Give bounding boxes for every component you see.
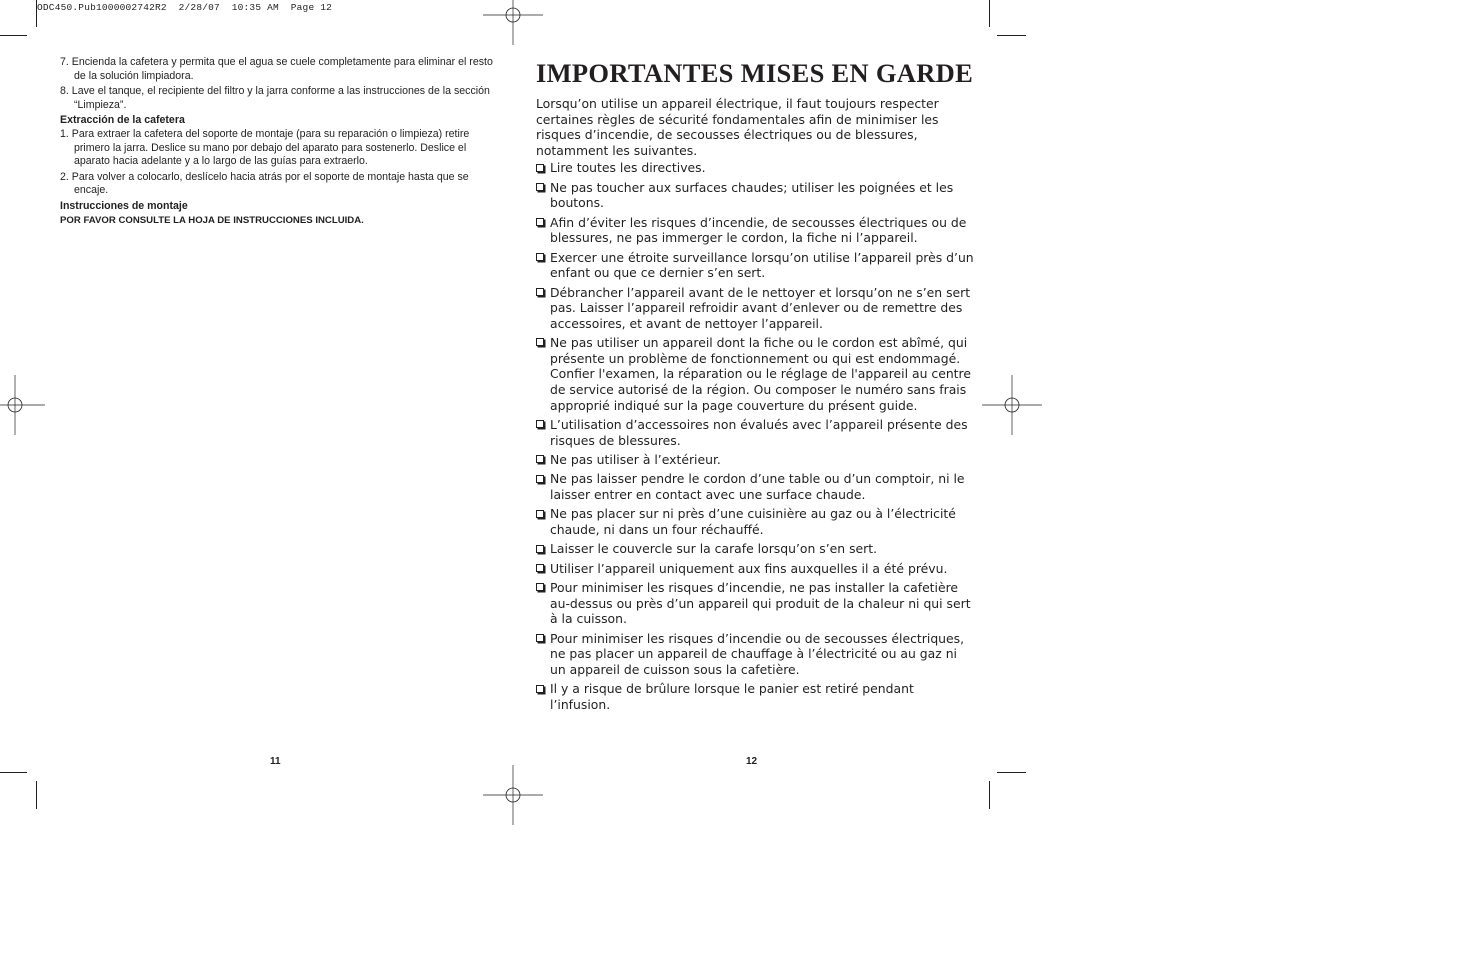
safeguard-item	[536, 631, 976, 678]
registration-mark-icon	[483, 765, 543, 825]
safeguard-item	[536, 160, 976, 176]
intro-paragraph: Lorsqu’on utilise un appareil électrique, il faut toujours respecter certaines règles de sécurité fondamentales afin de minimiser les risques d’incendie, de secousses électriques ou de blessures, notamment les suivantes.	[536, 96, 939, 158]
checkbox-icon	[536, 634, 544, 642]
checkbox-icon	[536, 510, 544, 518]
safeguard-text: Afin d’éviter les risques d’incendie, de secousses électriques ou de blessures, ne pas immerger le cordon, la fiche ni l’appareil.	[550, 214, 967, 246]
crop-mark	[0, 772, 27, 773]
safeguard-item	[536, 452, 976, 468]
numbered-step: 2. Para volver a colocarlo, deslícelo hacia atrás por el soporte de montaje hasta que se encaje.	[60, 170, 469, 197]
crop-mark	[997, 35, 1026, 36]
safeguard-text: Laisser le couvercle sur la carafe lorsqu’on s’en sert.	[550, 541, 878, 557]
safeguard-item	[536, 335, 976, 413]
section-heading-extraction: Extracción de la cafetera	[60, 114, 185, 127]
checkbox-icon	[536, 164, 544, 172]
safeguard-text: Débrancher l’appareil avant de le nettoyer et lorsqu’on ne s’en sert pas. Laisser l’appareil refroidir avant d’enlever ou de remettre des accessoires, et avant de nettoyer l’appareil.	[550, 284, 971, 331]
safeguard-item	[536, 506, 976, 537]
safeguard-text: Ne pas utiliser un appareil dont la fiche ou le cordon est abîmé, qui présente un problème de fonctionnement ou qui est endommagé. Confier l'examen, la réparation ou le réglage de l'appareil au centre de service autorisé de la région. Ou composer le numéro sans frais approprié indiqué sur la page couverture du présent guide.	[550, 335, 971, 413]
section-heading-install: Instrucciones de montaje	[60, 199, 188, 212]
safeguard-item	[536, 215, 976, 246]
page-title: IMPORTANTES MISES EN GARDE	[536, 58, 974, 88]
checkbox-icon	[536, 583, 544, 591]
page-11-content	[60, 56, 500, 227]
crop-mark	[989, 0, 990, 27]
safeguard-item	[536, 471, 976, 502]
checkbox-icon	[536, 475, 544, 483]
crop-mark	[36, 781, 37, 809]
safeguard-item	[536, 580, 976, 627]
safeguard-text: Ne pas toucher aux surfaces chaudes; utiliser les poignées et les boutons.	[550, 179, 954, 211]
registration-mark-icon	[483, 0, 543, 45]
crop-mark	[997, 772, 1026, 773]
safeguards-list	[536, 160, 976, 712]
checkbox-icon	[536, 685, 544, 693]
crop-mark	[989, 781, 990, 809]
safeguard-item	[536, 180, 976, 211]
numbered-step: 1. Para extraer la cafetera del soporte de montaje (para su reparación o limpieza) retire primero la jarra. Deslice su mano por debajo del aparato para sostenerlo. Deslice el aparato hacia adelante y a lo largo de las guías para extraerlo.	[60, 127, 470, 168]
install-note: POR FAVOR CONSULTE LA HOJA DE INSTRUCCIONES INCLUIDA.	[60, 214, 364, 226]
checkbox-icon	[536, 288, 544, 296]
crop-mark	[36, 0, 37, 27]
safeguard-text: Pour minimiser les risques d’incendie ou de secousses électriques, ne pas placer un appareil de chauffage à l’électricité ou au gaz ni un appareil de cuisson sous la cafetière.	[550, 630, 965, 677]
checkbox-icon	[536, 338, 544, 346]
safeguard-item	[536, 417, 976, 448]
registration-mark-icon	[0, 375, 45, 435]
safeguard-text: Ne pas placer sur ni près d’une cuisinière au gaz ou à l’électricité chaude, ni dans un four réchauffé.	[550, 506, 956, 538]
registration-mark-icon	[982, 375, 1042, 435]
safeguard-text: Ne pas laisser pendre le cordon d’une table ou d’un comptoir, ni le laisser entrer en contact avec une surface chaude.	[550, 471, 965, 503]
print-slug: ODC450.Pub1000002742R2 2/28/07 10:35 AM Page 12	[37, 2, 333, 13]
crop-mark	[0, 35, 27, 36]
checkbox-icon	[536, 545, 544, 553]
safeguard-item	[536, 561, 976, 577]
safeguard-text: Utiliser l’appareil uniquement aux fins auxquelles il a été prévu.	[550, 560, 948, 576]
checkbox-icon	[536, 420, 544, 428]
page-12-content	[536, 58, 976, 716]
checkbox-icon	[536, 455, 544, 463]
safeguard-text: L’utilisation d’accessoires non évalués avec l’appareil présente des risques de blessures.	[550, 417, 968, 448]
safeguard-text: Lire toutes les directives.	[550, 160, 706, 176]
safeguard-item	[536, 681, 976, 712]
safeguard-text: Ne pas utiliser à l’extérieur.	[550, 452, 721, 468]
safeguard-item	[536, 541, 976, 557]
numbered-step: 7. Encienda la cafetera y permita que el agua se cuele completamente para eliminar el resto de la solución limpiadora.	[60, 56, 493, 82]
safeguard-text: Exercer une étroite surveillance lorsqu’on utilise l’appareil près d’un enfant ou que ce dernier s’en sert.	[550, 249, 974, 281]
checkbox-icon	[536, 218, 544, 226]
page-number-left: 11	[270, 756, 281, 767]
safeguard-text: Pour minimiser les risques d’incendie, ne pas installer la cafetière au-dessus ou près d’un appareil qui produit de la chaleur ni qui sert à la cuisson.	[550, 580, 971, 627]
checkbox-icon	[536, 564, 544, 572]
safeguard-text: Il y a risque de brûlure lorsque le panier est retiré pendant l’infusion.	[550, 681, 914, 712]
page-number-right: 12	[746, 756, 758, 767]
checkbox-icon	[536, 253, 544, 261]
checkbox-icon	[536, 183, 544, 191]
safeguard-item	[536, 250, 976, 281]
numbered-step: 8. Lave el tanque, el recipiente del filtro y la jarra conforme a las instrucciones de la sección “Limpieza”.	[60, 85, 490, 111]
safeguard-item	[536, 285, 976, 332]
